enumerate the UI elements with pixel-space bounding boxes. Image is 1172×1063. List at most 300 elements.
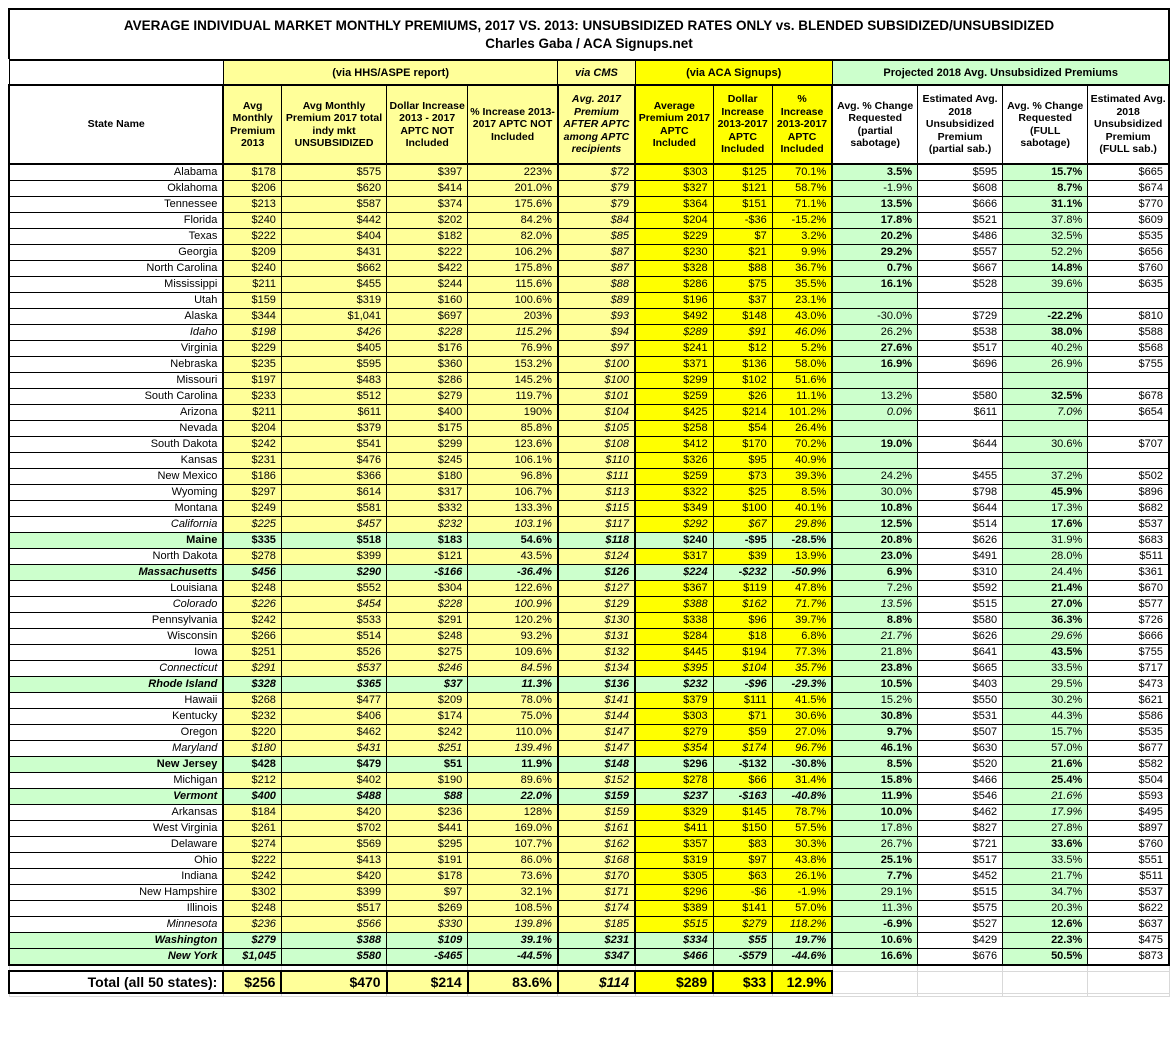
cell[interactable]: 41.5% [772, 693, 832, 709]
cell[interactable]: $476 [281, 453, 386, 469]
cell[interactable]: 29.6% [1003, 629, 1088, 645]
cell[interactable]: 40.2% [1003, 341, 1088, 357]
total-value-cell[interactable]: 83.6% [468, 971, 558, 993]
cell[interactable]: $512 [281, 389, 386, 405]
cell[interactable]: $595 [917, 164, 1002, 181]
cell[interactable]: $37 [387, 677, 468, 693]
cell[interactable]: $535 [1088, 725, 1169, 741]
cell[interactable]: $212 [223, 773, 281, 789]
cell[interactable]: $413 [281, 853, 386, 869]
cell[interactable]: 46.1% [832, 741, 917, 757]
cell[interactable]: $196 [635, 293, 713, 309]
cell[interactable]: 58.0% [772, 357, 832, 373]
cell[interactable]: $178 [387, 869, 468, 885]
total-label-cell[interactable]: Total (all 50 states): [9, 971, 223, 993]
cell[interactable]: $21 [713, 245, 772, 261]
cell[interactable]: $397 [387, 164, 468, 181]
cell[interactable]: $240 [223, 261, 281, 277]
cell[interactable]: $580 [917, 389, 1002, 405]
column-header-dollar-increase-2013-2017-aptc-included[interactable]: Dollar Increase 2013-2017 APTC Included [713, 85, 772, 164]
cell[interactable]: $104 [713, 661, 772, 677]
cell[interactable]: 106.1% [468, 453, 558, 469]
cell[interactable]: 33.5% [1003, 661, 1088, 677]
cell[interactable]: $93 [558, 309, 635, 325]
cell[interactable]: -$232 [713, 565, 772, 581]
cell[interactable]: $537 [1088, 885, 1169, 901]
cell[interactable]: $231 [558, 933, 635, 949]
cell[interactable]: 24.4% [1003, 565, 1088, 581]
cell[interactable]: $755 [1088, 357, 1169, 373]
cell[interactable]: $411 [635, 821, 713, 837]
cell[interactable]: $211 [223, 405, 281, 421]
cell[interactable]: $717 [1088, 661, 1169, 677]
cell[interactable]: $455 [281, 277, 386, 293]
cell[interactable]: 9.9% [772, 245, 832, 261]
cell[interactable]: $174 [558, 901, 635, 917]
cell[interactable]: $185 [558, 917, 635, 933]
cell[interactable]: $406 [281, 709, 386, 725]
cell[interactable]: $129 [558, 597, 635, 613]
cell[interactable]: 13.5% [832, 597, 917, 613]
cell[interactable]: $322 [635, 485, 713, 501]
state-name-cell[interactable]: Louisiana [9, 581, 223, 597]
cell[interactable]: $414 [387, 181, 468, 197]
state-name-cell[interactable]: West Virginia [9, 821, 223, 837]
cell[interactable]: $504 [1088, 773, 1169, 789]
cell[interactable]: $275 [387, 645, 468, 661]
cell[interactable]: 12.5% [832, 517, 917, 533]
cell[interactable] [832, 293, 917, 309]
cell[interactable]: $297 [223, 485, 281, 501]
cell[interactable]: 52.2% [1003, 245, 1088, 261]
cell[interactable]: $159 [223, 293, 281, 309]
cell[interactable]: $507 [917, 725, 1002, 741]
cell[interactable]: $117 [558, 517, 635, 533]
cell[interactable]: $136 [713, 357, 772, 373]
cell[interactable]: $538 [917, 325, 1002, 341]
cell[interactable]: $412 [635, 437, 713, 453]
cell[interactable]: 21.6% [1003, 757, 1088, 773]
state-name-cell[interactable]: Mississippi [9, 277, 223, 293]
cell[interactable]: $236 [223, 917, 281, 933]
cell[interactable]: $278 [223, 549, 281, 565]
cell[interactable]: $550 [917, 693, 1002, 709]
cell[interactable]: $100 [713, 501, 772, 517]
cell[interactable]: $726 [1088, 613, 1169, 629]
cell[interactable]: 115.2% [468, 325, 558, 341]
cell[interactable]: $222 [387, 245, 468, 261]
cell[interactable]: 39.6% [1003, 277, 1088, 293]
cell[interactable]: 40.1% [772, 501, 832, 517]
cell[interactable]: 86.0% [468, 853, 558, 869]
cell[interactable]: $569 [281, 837, 386, 853]
state-name-cell[interactable]: Indiana [9, 869, 223, 885]
cell[interactable]: $677 [1088, 741, 1169, 757]
cell[interactable]: $365 [281, 677, 386, 693]
cell[interactable]: $462 [281, 725, 386, 741]
cell[interactable]: 30.8% [832, 709, 917, 725]
cell[interactable]: 29.5% [1003, 677, 1088, 693]
cell[interactable]: 17.9% [1003, 805, 1088, 821]
cell[interactable]: $194 [713, 645, 772, 661]
cell[interactable]: $502 [1088, 469, 1169, 485]
state-name-cell[interactable]: Kentucky [9, 709, 223, 725]
cell[interactable]: $827 [917, 821, 1002, 837]
cell[interactable]: $626 [917, 629, 1002, 645]
cell[interactable]: $259 [635, 469, 713, 485]
cell[interactable]: $87 [558, 245, 635, 261]
cell[interactable]: 32.5% [1003, 389, 1088, 405]
cell[interactable]: $644 [917, 437, 1002, 453]
cell[interactable]: -$166 [387, 565, 468, 581]
cell[interactable]: -$465 [387, 949, 468, 966]
cell[interactable]: $1,041 [281, 309, 386, 325]
cell[interactable]: $279 [713, 917, 772, 933]
cell[interactable]: $593 [1088, 789, 1169, 805]
cell[interactable]: $222 [223, 229, 281, 245]
cell[interactable]: $452 [917, 869, 1002, 885]
cell[interactable]: $121 [713, 181, 772, 197]
cell[interactable]: $100 [558, 357, 635, 373]
cell[interactable]: $441 [387, 821, 468, 837]
cell[interactable]: 15.7% [1003, 725, 1088, 741]
cell[interactable]: $760 [1088, 837, 1169, 853]
cell[interactable]: $132 [558, 645, 635, 661]
cell[interactable]: 107.7% [468, 837, 558, 853]
cell[interactable]: $296 [635, 885, 713, 901]
cell[interactable]: $84 [558, 213, 635, 229]
cell[interactable]: 145.2% [468, 373, 558, 389]
cell[interactable]: $184 [223, 805, 281, 821]
cell[interactable]: $101 [558, 389, 635, 405]
cell[interactable]: 45.9% [1003, 485, 1088, 501]
cell[interactable]: $609 [1088, 213, 1169, 229]
cell[interactable] [1088, 373, 1169, 389]
cell[interactable]: $521 [917, 213, 1002, 229]
cell[interactable]: $266 [223, 629, 281, 645]
cell[interactable]: 38.0% [1003, 325, 1088, 341]
cell[interactable]: $575 [281, 164, 386, 181]
cell[interactable]: $477 [281, 693, 386, 709]
cell[interactable]: 100.6% [468, 293, 558, 309]
cell[interactable]: 175.8% [468, 261, 558, 277]
cell[interactable]: $518 [281, 533, 386, 549]
cell[interactable]: 78.0% [468, 693, 558, 709]
cell[interactable] [1088, 421, 1169, 437]
cell[interactable]: 169.0% [468, 821, 558, 837]
cell[interactable]: 8.8% [832, 613, 917, 629]
cell[interactable]: $330 [387, 917, 468, 933]
cell[interactable]: $248 [223, 901, 281, 917]
cell[interactable]: $622 [1088, 901, 1169, 917]
cell[interactable]: $475 [1088, 933, 1169, 949]
cell[interactable]: $526 [281, 645, 386, 661]
cell[interactable]: $242 [223, 613, 281, 629]
cell[interactable]: $400 [223, 789, 281, 805]
cell[interactable]: $527 [917, 917, 1002, 933]
cell[interactable]: $400 [387, 405, 468, 421]
cell[interactable]: $798 [917, 485, 1002, 501]
cell[interactable]: $259 [635, 389, 713, 405]
cell[interactable]: 71.7% [772, 597, 832, 613]
cell[interactable]: $810 [1088, 309, 1169, 325]
cell[interactable]: 47.8% [772, 581, 832, 597]
cell[interactable]: $404 [281, 229, 386, 245]
cell[interactable]: $144 [558, 709, 635, 725]
cell[interactable]: -6.9% [832, 917, 917, 933]
cell[interactable]: $425 [635, 405, 713, 421]
cell[interactable]: $626 [917, 533, 1002, 549]
cell[interactable]: $580 [281, 949, 386, 966]
cell[interactable]: $160 [387, 293, 468, 309]
cell[interactable]: $240 [635, 533, 713, 549]
cell[interactable]: $614 [281, 485, 386, 501]
state-name-cell[interactable]: Nevada [9, 421, 223, 437]
cell[interactable]: $517 [917, 853, 1002, 869]
state-name-cell[interactable]: South Dakota [9, 437, 223, 453]
cell[interactable]: $635 [1088, 277, 1169, 293]
cell[interactable]: 22.0% [468, 789, 558, 805]
state-name-cell[interactable]: Maine [9, 533, 223, 549]
cell[interactable]: $317 [635, 549, 713, 565]
cell[interactable]: 29.2% [832, 245, 917, 261]
cell[interactable]: $551 [1088, 853, 1169, 869]
cell[interactable]: -$95 [713, 533, 772, 549]
cell[interactable]: -$163 [713, 789, 772, 805]
cell[interactable]: $662 [281, 261, 386, 277]
cell[interactable]: $364 [635, 197, 713, 213]
cell[interactable]: $299 [635, 373, 713, 389]
state-name-cell[interactable]: Connecticut [9, 661, 223, 677]
state-name-cell[interactable]: Maryland [9, 741, 223, 757]
cell[interactable]: $105 [558, 421, 635, 437]
cell[interactable]: $357 [635, 837, 713, 853]
cell[interactable]: $118 [558, 533, 635, 549]
cell[interactable]: $429 [917, 933, 1002, 949]
state-name-cell[interactable]: Wisconsin [9, 629, 223, 645]
cell[interactable] [917, 293, 1002, 309]
cell[interactable]: $755 [1088, 645, 1169, 661]
cell[interactable]: $517 [281, 901, 386, 917]
cell[interactable]: 25.1% [832, 853, 917, 869]
state-name-cell[interactable]: New Hampshire [9, 885, 223, 901]
cell[interactable]: $552 [281, 581, 386, 597]
cell[interactable]: $665 [917, 661, 1002, 677]
cell[interactable]: 43.8% [772, 853, 832, 869]
cell[interactable]: $59 [713, 725, 772, 741]
cell[interactable]: $231 [223, 453, 281, 469]
cell[interactable]: $295 [387, 837, 468, 853]
cell[interactable]: $729 [917, 309, 1002, 325]
cell[interactable]: 11.3% [832, 901, 917, 917]
state-name-cell[interactable]: Arkansas [9, 805, 223, 821]
cell[interactable]: $110 [558, 453, 635, 469]
state-name-cell[interactable]: Kansas [9, 453, 223, 469]
cell[interactable]: 223% [468, 164, 558, 181]
cell[interactable]: $220 [223, 725, 281, 741]
cell[interactable]: $150 [713, 821, 772, 837]
cell[interactable]: $232 [223, 709, 281, 725]
cell[interactable]: $85 [558, 229, 635, 245]
cell[interactable]: 35.5% [772, 277, 832, 293]
cell[interactable]: -$96 [713, 677, 772, 693]
cell[interactable]: $121 [387, 549, 468, 565]
cell[interactable]: $79 [558, 197, 635, 213]
cell[interactable]: 33.5% [1003, 853, 1088, 869]
state-name-cell[interactable]: New Mexico [9, 469, 223, 485]
cell[interactable]: $97 [558, 341, 635, 357]
column-header--increase-2013-2017-aptc-not-included[interactable]: % Increase 2013-2017 APTC NOT Included [468, 85, 558, 164]
cell[interactable]: 70.2% [772, 437, 832, 453]
cell[interactable]: 13.2% [832, 389, 917, 405]
cell[interactable]: 100.9% [468, 597, 558, 613]
cell[interactable]: $113 [558, 485, 635, 501]
cell[interactable]: $420 [281, 869, 386, 885]
cell[interactable]: $202 [387, 213, 468, 229]
cell[interactable]: 37.2% [1003, 469, 1088, 485]
cell[interactable]: $511 [1088, 549, 1169, 565]
cell[interactable]: 26.7% [832, 837, 917, 853]
cell[interactable]: 43.5% [468, 549, 558, 565]
state-name-cell[interactable]: Rhode Island [9, 677, 223, 693]
cell[interactable]: 21.7% [832, 629, 917, 645]
column-header-state-name[interactable]: State Name [9, 85, 223, 164]
cell[interactable]: $180 [223, 741, 281, 757]
cell[interactable]: $204 [223, 421, 281, 437]
cell[interactable]: 31.1% [1003, 197, 1088, 213]
cell[interactable]: $119 [713, 581, 772, 597]
cell[interactable]: $422 [387, 261, 468, 277]
cell[interactable]: $379 [635, 693, 713, 709]
cell[interactable]: $147 [558, 725, 635, 741]
cell[interactable]: $89 [558, 293, 635, 309]
cell[interactable]: $479 [281, 757, 386, 773]
cell[interactable]: 7.0% [1003, 405, 1088, 421]
cell[interactable]: $180 [387, 469, 468, 485]
cell[interactable]: $575 [917, 901, 1002, 917]
cell[interactable]: $541 [281, 437, 386, 453]
cell[interactable]: $491 [917, 549, 1002, 565]
cell[interactable]: $258 [635, 421, 713, 437]
cell[interactable]: 23.1% [772, 293, 832, 309]
cell[interactable]: $586 [1088, 709, 1169, 725]
cell[interactable]: $389 [635, 901, 713, 917]
cell[interactable]: 201.0% [468, 181, 558, 197]
cell[interactable]: $328 [635, 261, 713, 277]
cell[interactable]: $515 [917, 885, 1002, 901]
cell[interactable]: 85.8% [468, 421, 558, 437]
cell[interactable]: $131 [558, 629, 635, 645]
cell[interactable]: $696 [917, 357, 1002, 373]
cell[interactable]: $721 [917, 837, 1002, 853]
cell[interactable]: $319 [281, 293, 386, 309]
cell[interactable]: $124 [558, 549, 635, 565]
cell[interactable]: $232 [635, 677, 713, 693]
cell[interactable] [1088, 293, 1169, 309]
cell[interactable]: $303 [635, 709, 713, 725]
cell[interactable]: 93.2% [468, 629, 558, 645]
cell[interactable]: $332 [387, 501, 468, 517]
cell[interactable]: $473 [1088, 677, 1169, 693]
total-value-cell[interactable]: $256 [223, 971, 281, 993]
cell[interactable]: 11.9% [832, 789, 917, 805]
cell[interactable]: 175.6% [468, 197, 558, 213]
cell[interactable]: $67 [713, 517, 772, 533]
cell[interactable]: 108.5% [468, 901, 558, 917]
cell[interactable]: $79 [558, 181, 635, 197]
state-name-cell[interactable]: Georgia [9, 245, 223, 261]
cell[interactable]: -40.8% [772, 789, 832, 805]
cell[interactable]: $580 [917, 613, 1002, 629]
cell[interactable]: $141 [713, 901, 772, 917]
cell[interactable]: $896 [1088, 485, 1169, 501]
cell[interactable]: 25.4% [1003, 773, 1088, 789]
cell[interactable]: $170 [558, 869, 635, 885]
cell[interactable]: $546 [917, 789, 1002, 805]
cell[interactable]: -30.0% [832, 309, 917, 325]
cell[interactable]: $620 [281, 181, 386, 197]
cell[interactable]: 44.3% [1003, 709, 1088, 725]
group-header--via-aca-signups-[interactable]: (via ACA Signups) [635, 60, 832, 85]
cell[interactable]: -44.5% [468, 949, 558, 966]
cell[interactable]: $289 [635, 325, 713, 341]
cell[interactable]: $251 [223, 645, 281, 661]
cell[interactable]: $229 [223, 341, 281, 357]
cell[interactable]: $240 [223, 213, 281, 229]
cell[interactable]: $244 [387, 277, 468, 293]
cell[interactable] [832, 421, 917, 437]
cell[interactable]: 21.4% [1003, 581, 1088, 597]
cell[interactable] [917, 421, 1002, 437]
cell[interactable]: 57.0% [772, 901, 832, 917]
cell[interactable]: 27.0% [1003, 597, 1088, 613]
state-name-cell[interactable]: New Jersey [9, 757, 223, 773]
column-header-estimated-avg-2018-unsubsidized-premium-partial-sab-[interactable]: Estimated Avg. 2018 Unsubsidized Premium (partial sab.) [917, 85, 1002, 164]
cell[interactable]: $83 [713, 837, 772, 853]
cell[interactable]: 29.1% [832, 885, 917, 901]
cell[interactable]: $242 [387, 725, 468, 741]
cell[interactable]: 29.8% [772, 517, 832, 533]
cell[interactable]: 82.0% [468, 229, 558, 245]
state-name-cell[interactable]: California [9, 517, 223, 533]
cell[interactable]: $162 [558, 837, 635, 853]
cell[interactable]: 27.0% [772, 725, 832, 741]
cell[interactable]: $302 [223, 885, 281, 901]
cell[interactable]: 103.1% [468, 517, 558, 533]
cell[interactable]: $354 [635, 741, 713, 757]
cell[interactable]: 122.6% [468, 581, 558, 597]
cell[interactable]: $147 [558, 741, 635, 757]
cell[interactable]: 16.1% [832, 277, 917, 293]
cell[interactable]: $130 [558, 613, 635, 629]
cell[interactable]: $87 [558, 261, 635, 277]
cell[interactable]: $268 [223, 693, 281, 709]
cell[interactable]: $347 [558, 949, 635, 966]
cell[interactable]: 46.0% [772, 325, 832, 341]
cell[interactable]: 23.8% [832, 661, 917, 677]
cell[interactable]: $151 [713, 197, 772, 213]
cell[interactable]: $75 [713, 277, 772, 293]
cell[interactable]: $111 [558, 469, 635, 485]
state-name-cell[interactable]: Iowa [9, 645, 223, 661]
cell[interactable]: -30.8% [772, 757, 832, 773]
cell[interactable]: $88 [558, 277, 635, 293]
cell[interactable]: $88 [387, 789, 468, 805]
cell[interactable]: $284 [635, 629, 713, 645]
cell[interactable]: $278 [635, 773, 713, 789]
cell[interactable]: $456 [223, 565, 281, 581]
cell[interactable]: $334 [635, 933, 713, 949]
